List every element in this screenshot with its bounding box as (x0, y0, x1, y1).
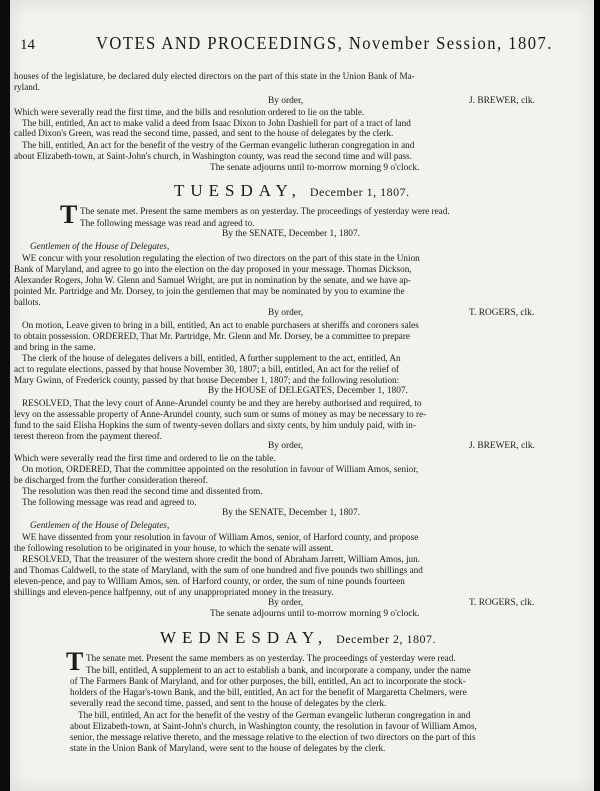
text-line: The senate met. Present the same members as on yesterday. The proceedings of yesterday were read. (80, 206, 450, 216)
drop-cap: T (60, 200, 78, 229)
day-date: December 1, 1807. (309, 185, 410, 199)
salutation: Gentlemen of the House of Delegates, (30, 520, 170, 530)
signature-brewer: J. BREWER, clk. (469, 96, 535, 106)
text-line: The clerk of the house of delegates delivers a bill, entitled, A further supplement to the act, entitled, An (22, 353, 401, 363)
day-name: TUESDAY, (174, 181, 302, 200)
by-the-senate: By the SENATE, December 1, 1807. (222, 508, 360, 518)
text-line: and bring in the same. (14, 342, 96, 352)
by-the-senate: By the SENATE, December 1, 1807. (222, 229, 360, 239)
text-line: The resolution was then read the second time and dissented from. (22, 486, 263, 496)
drop-cap: T (66, 647, 84, 676)
day-heading-tuesday (174, 181, 410, 201)
text-line: severally read the second time, passed, and sent to the house of delegates by the clerk. (70, 698, 387, 708)
text-line: senior, the message relative thereto, and the message relative to the election of two directors on the part of this (70, 732, 476, 742)
by-order: By order, (268, 308, 304, 318)
document-page (10, 0, 594, 791)
by-the-house: By the HOUSE of DELEGATES, December 1, 1807. (208, 386, 408, 396)
text-line: On motion, Leave given to bring in a bill, entitled, An act to enable purchasers at sheriffs and coroners sales (22, 320, 419, 330)
signature-rogers: T. ROGERS, clk. (469, 598, 535, 608)
text-line: The following message was read and agreed to. (80, 218, 255, 228)
text-line: about Elizabeth-town, at Saint-John's church, in Washington county, the resolution in favour of William Amos, (70, 721, 477, 731)
text-line: to obtain possession. ORDERED, That Mr. Partridge, Mr. Glenn and Mr. Dorsey, be a committee to prepare (14, 331, 411, 341)
text-line: RESOLVED, That the treasurer of the western shore credit the bond of Abraham Jarrett, William Amos, jun. (22, 554, 421, 564)
text-line: state in the Union Bank of Maryland, were sent to the house of delegates by the clerk. (70, 743, 386, 753)
running-header: VOTES AND PROCEEDINGS, November Session, 1807. (96, 33, 553, 53)
salutation: Gentlemen of the House of Delegates, (30, 241, 170, 251)
text-line: ryland. (14, 82, 40, 92)
text-line: Mary Gwinn, of Frederick county, passed by that house December 1, 1807; and the following resolution: (14, 375, 400, 385)
text-line: fund to the said Elisha Hopkins the sum of twenty-seven dollars and sixty cents, by him unduly paid, with in- (14, 420, 416, 430)
text-line: the following resolution to be originated in your house, to which the senate will assent. (14, 543, 334, 553)
text-line: The senate met. Present the same members as on yesterday. The proceedings of yesterday were read. (86, 653, 456, 663)
text-line: act to regulate elections, passed by that house November 30, 1807; a bill, entitled, An act for the relief of (14, 364, 399, 374)
by-order: By order, (268, 598, 304, 608)
text-line: The bill, entitled, An act for the benefit of the vestry of the German evangelic lutheran congregation in and (22, 140, 415, 150)
text-line: The bill, entitled, An act to make valid a deed from Isaac Dixon to John Dashiell for part of a tract of land (22, 118, 411, 128)
text-line: On motion, ORDERED, That the committee appointed on the resolution in favour of William Amos, senior, (22, 464, 419, 474)
signature-rogers: T. ROGERS, clk. (469, 308, 535, 318)
page-number: 14 (20, 37, 35, 53)
text-line: RESOLVED, That the levy court of Anne-Arundel county be and they are hereby authorised and required, to (22, 398, 422, 408)
text-line: pointed Mr. Partridge and Mr. Dorsey, to join the gentlemen that may be nominated by you to examine the (14, 286, 405, 296)
day-name: WEDNESDAY, (160, 628, 329, 647)
text-line: of The Farmers Bank of Maryland, and for other purposes, the bill, entitled, An act to incorporate the stock- (70, 676, 466, 686)
text-line: ballots. (14, 297, 41, 307)
text-line: WE have dissented from your resolution in favour of William Amos, senior, of Harford county, and propose (22, 532, 419, 542)
text-line: houses of the legislature, be declared duly elected directors on the part of this state in the Union Bank of Ma- (14, 71, 415, 81)
text-line: Bank of Maryland, and agree to go into the election on the day proposed in your message. Thomas Dickson, (14, 264, 412, 274)
text-line: called Dixon's Green, was read the second time, passed, and sent to the house of delegates by the clerk. (14, 128, 394, 138)
text-line: WE concur with your resolution regulating the election of two directors on the part of this state in the Union (22, 253, 420, 263)
text-line: about Elizabeth-town, at Saint-John's church, in Washington county, was read the second time and will pass. (14, 151, 412, 161)
text-line: The bill, entitled, A supplement to an act to establish a bank, and incorporate a company, under the name (86, 665, 471, 675)
by-order: By order, (268, 441, 304, 451)
text-line: Alexander Rogers, John W. Glenn and Samuel Wright, are put in nomination by the senate, and we have ap- (14, 275, 411, 285)
adjourn-note: The senate adjourns until to-morrow morning 9 o'clock. (210, 609, 420, 619)
signature-brewer: J. BREWER, clk. (469, 441, 535, 451)
text-line: The following message was read and agreed to. (22, 497, 197, 507)
day-heading-wednesday (160, 628, 436, 648)
text-line: eleven-pence, and pay to William Amos, sen. of Harford county, or order, the sum of nine pounds fourteen (14, 576, 405, 586)
day-date: December 2, 1807. (336, 632, 436, 646)
text-line: be discharged from the further consideration thereof. (14, 475, 208, 485)
text-line: terest thereon from the payment thereof. (14, 431, 162, 441)
text-line: shillings and eleven-pence halfpenny, out of any unappropriated money in the treasury. (14, 587, 334, 597)
text-line: The bill, entitled, An act for the benefit of the vestry of the German evangelic lutheran congregation in and (78, 710, 471, 720)
by-order: By order, (268, 96, 304, 106)
text-line: and Thomas Caldwell, to the state of Maryland, with the sum of one hundred and five pounds two shillings and (14, 565, 423, 575)
text-line: holders of the Hagar's-town Bank, and the bill, entitled, An act for the benefit of Margaretta Chelmers, were (70, 687, 467, 697)
text-line: Which were severally read the first time and ordered to lie on the table. (14, 453, 276, 463)
text-line: levy on the assessable property of Anne-Arundel county, such sum or sums of money as may be necessary to re- (14, 409, 427, 419)
adjourn-note: The senate adjourns until to-morrow morning 9 o'clock. (210, 163, 420, 173)
page-spine-shadow (0, 0, 10, 791)
text-line: Which were severally read the first time, and the bills and resolution ordered to lie on the table. (14, 107, 365, 117)
